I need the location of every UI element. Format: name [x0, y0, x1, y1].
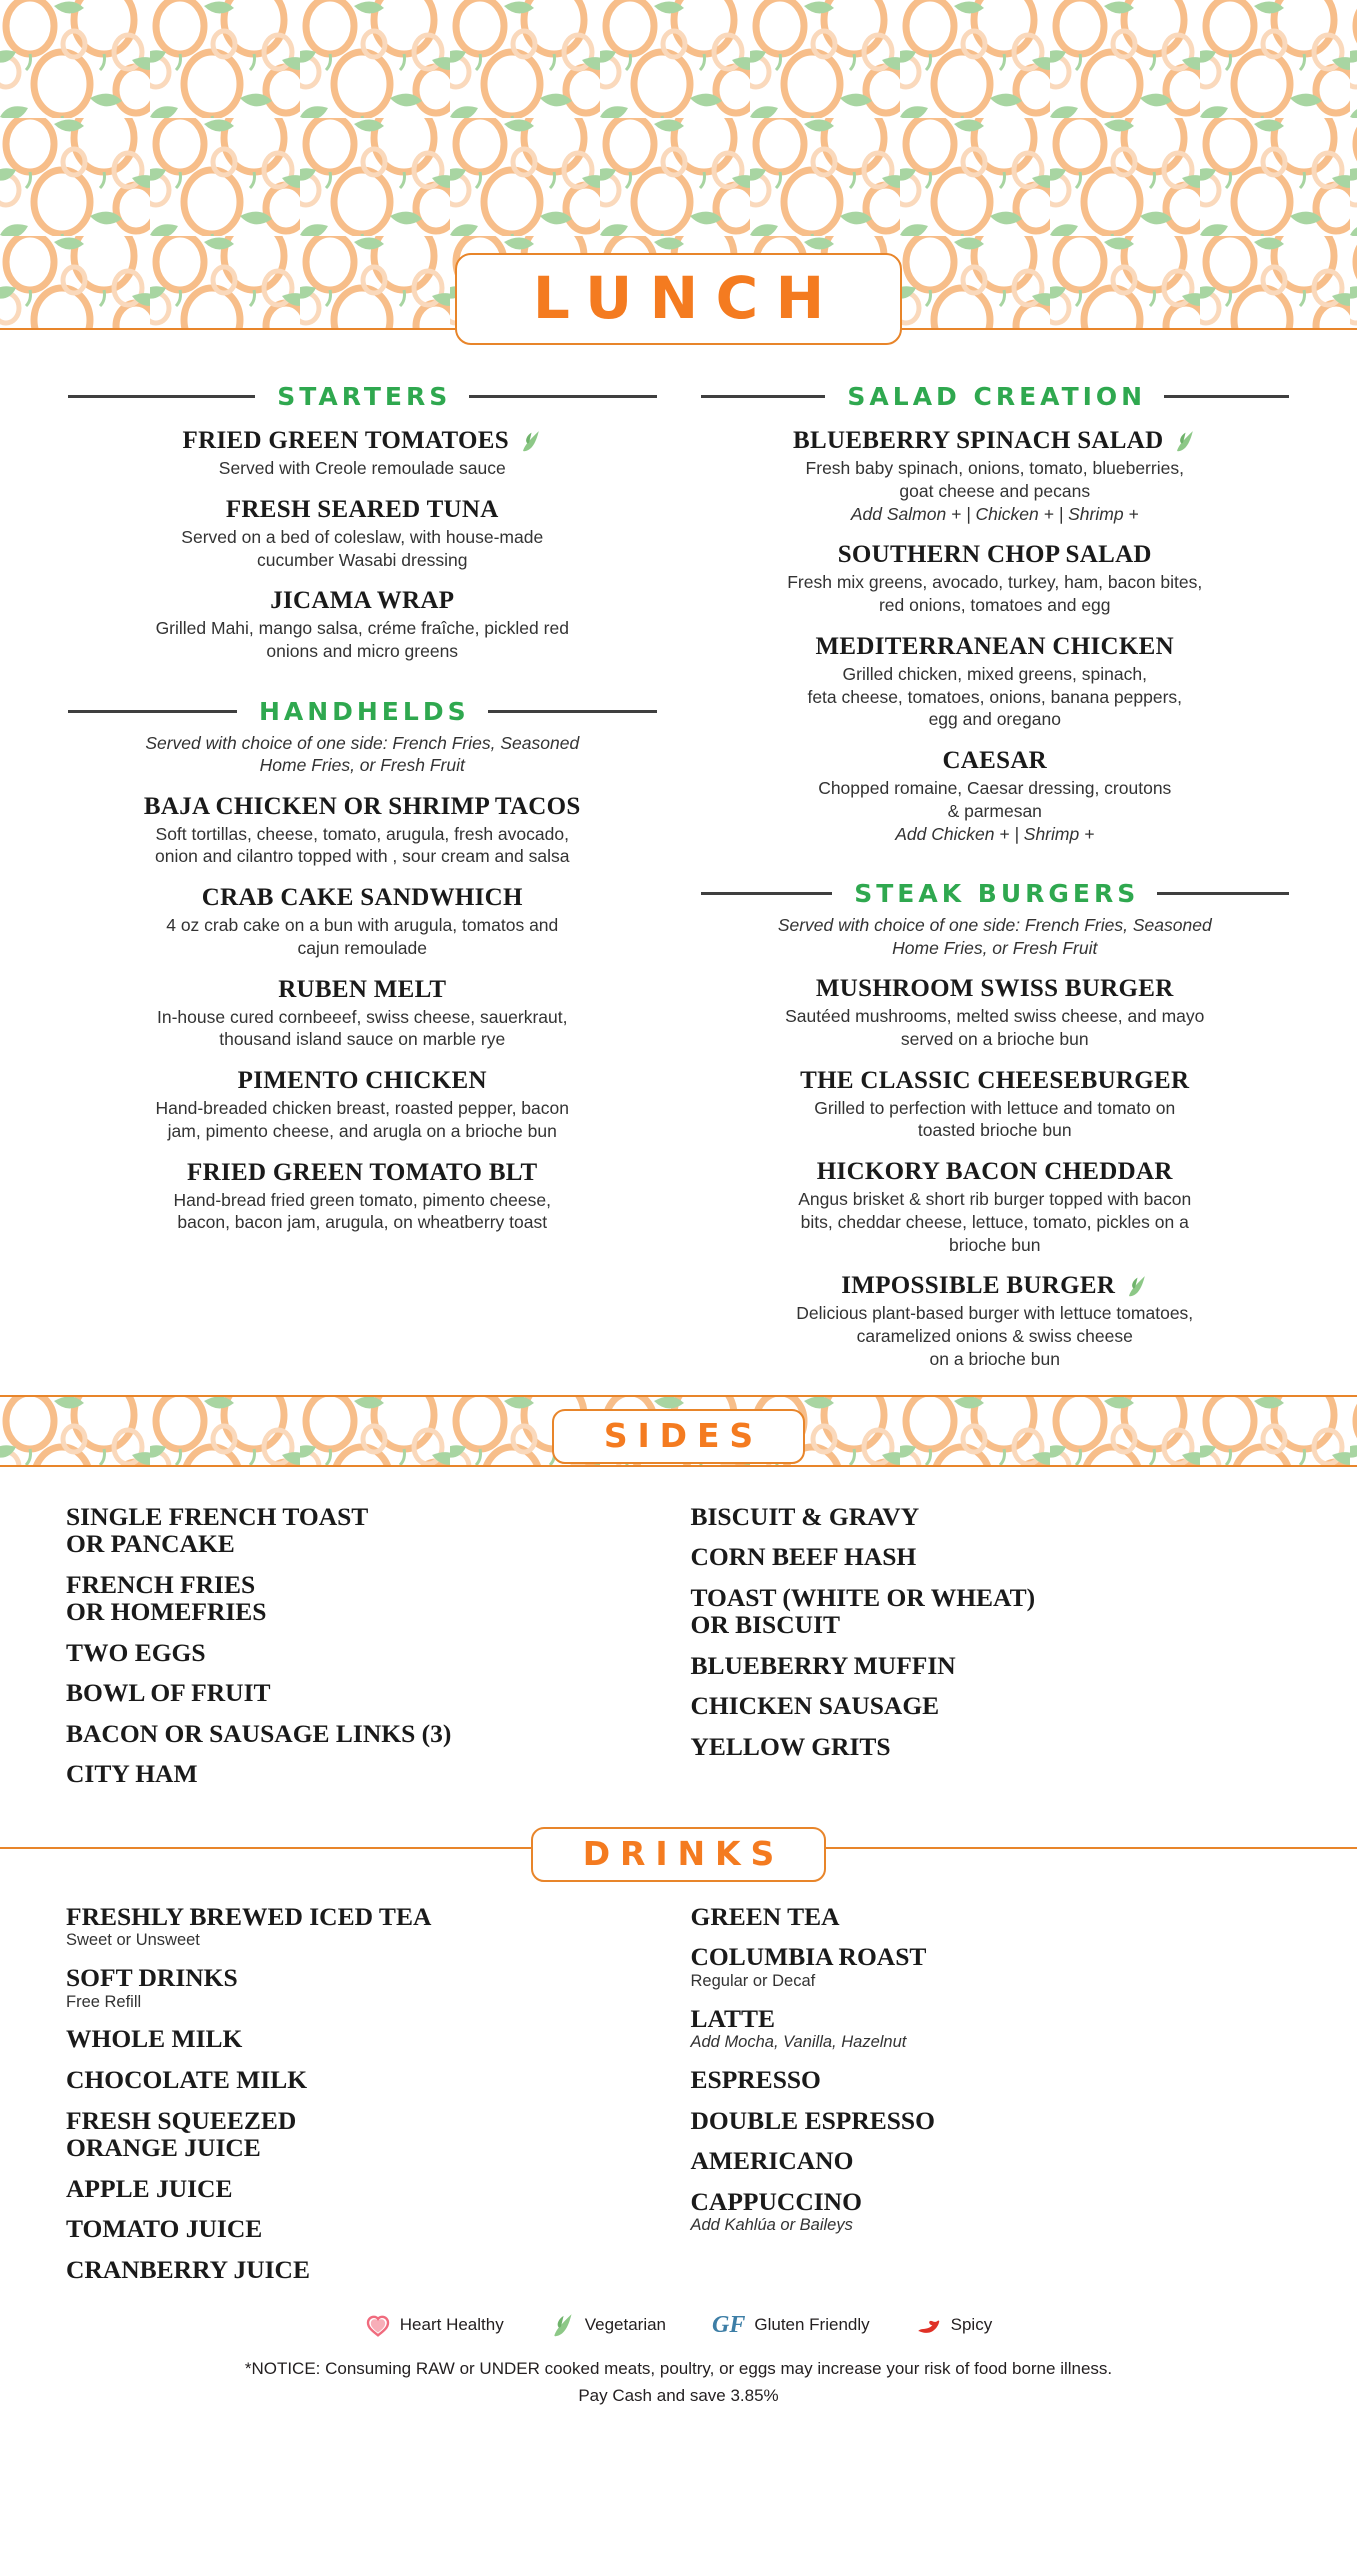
vegetarian-leaf-icon	[1174, 429, 1196, 453]
menu-item-name: FRESH SEARED TUNA	[225, 495, 499, 523]
section-rule-right	[469, 395, 656, 398]
menu-item-name: FRIED GREEN TOMATOES	[182, 427, 509, 454]
legend-entry	[550, 2312, 666, 2338]
list-item-name: SOFT DRINKS	[66, 1963, 238, 1993]
footnote: *NOTICE: Consuming RAW or UNDER cooked meats, poultry, or eggs may increase your risk of food borne illness.	[244, 2359, 1113, 2379]
menu-item[interactable]	[68, 587, 657, 663]
vegetarian-leaf-icon	[520, 429, 542, 453]
list-item-subtext: Add Mocha, Vanilla, Hazelnut	[690, 2033, 907, 2052]
list-item[interactable]	[66, 1639, 679, 1667]
drinks-right-column	[679, 1903, 1318, 2296]
section-rule-left	[701, 395, 826, 398]
menu-item-description: Chopped romaine, Caesar dressing, croutons & parmesan	[818, 778, 1172, 821]
drinks-title-plate	[531, 1827, 826, 1882]
footnote: Pay Cash and save 3.85%	[578, 2385, 779, 2405]
list-item-name: GREEN TEA	[690, 1901, 840, 1931]
dietary-legend	[40, 2312, 1317, 2338]
menu-item[interactable]	[701, 747, 1290, 845]
menu-item-description: Delicious plant-based burger with lettuce tomatoes, caramelized onions & swiss cheese on a brioche bun	[796, 1303, 1194, 1369]
list-item-name: BISCUIT & GRAVY	[690, 1501, 920, 1531]
list-item[interactable]	[691, 2107, 1318, 2135]
menu-item-name-row	[68, 1067, 657, 1095]
section-title: SALAD CREATION	[847, 382, 1147, 411]
menu-item-name: MUSHROOM SWISS BURGER	[815, 975, 1174, 1003]
menu-item[interactable]	[701, 975, 1290, 1051]
gluten-friendly-icon: GF	[712, 2312, 746, 2339]
menu-item-name: SOUTHERN CHOP SALAD	[837, 541, 1152, 569]
menu-item-name-row	[701, 427, 1290, 455]
section-rule-right	[1157, 892, 1289, 895]
section-header	[68, 697, 657, 726]
vegetarian-leaf-icon	[1126, 1274, 1148, 1298]
menu-item[interactable]	[68, 1067, 657, 1143]
menu-item[interactable]	[68, 884, 657, 960]
list-item[interactable]	[66, 2107, 679, 2162]
legend-label: Gluten Friendly	[754, 2315, 870, 2335]
list-item[interactable]	[66, 1760, 679, 1788]
menu-item-description: Grilled Mahi, mango salsa, créme fraîche, pickled red onions and micro greens	[155, 618, 569, 661]
menu-item-name-row	[701, 1067, 1290, 1095]
list-item[interactable]	[691, 2005, 1318, 2053]
list-item-name: WHOLE MILK	[66, 2024, 243, 2054]
list-item[interactable]	[691, 2066, 1318, 2094]
list-item-name: SINGLE FRENCH TOAST OR PANCAKE	[66, 1501, 369, 1559]
section-title: STEAK BURGERS	[854, 879, 1140, 909]
list-item-name: TOAST (WHITE OR WHEAT) OR BISCUIT	[690, 1582, 1036, 1640]
list-item[interactable]	[66, 2175, 679, 2203]
list-item[interactable]	[691, 1903, 1318, 1931]
menu-section	[701, 879, 1290, 1370]
list-item[interactable]	[691, 2188, 1318, 2236]
list-item-subtext: Sweet or Unsweet	[66, 1931, 200, 1950]
list-item-subtext: Free Refill	[66, 1992, 142, 2011]
drinks-left-column	[40, 1903, 679, 2296]
menu-item-description: Served on a bed of coleslaw, with house-made cucumber Wasabi dressing	[181, 526, 544, 570]
menu-item-name: IMPOSSIBLE BURGER	[841, 1272, 1116, 1300]
menu-item[interactable]	[701, 1067, 1290, 1143]
section-rule-right	[1164, 395, 1289, 398]
menu-item-description: 4 oz crab cake on a bun with arugula, tomatos and cajun remoulade	[166, 915, 559, 958]
list-item-name: LATTE	[690, 2003, 776, 2033]
menu-item[interactable]	[68, 496, 657, 572]
menu-item-name: JICAMA WRAP	[270, 587, 455, 615]
list-item[interactable]	[66, 1503, 679, 1558]
menu-item[interactable]	[701, 541, 1290, 617]
menu-item-name: CAESAR	[942, 747, 1048, 774]
list-item-subtext: Regular or Decaf	[690, 1971, 816, 1990]
list-item[interactable]	[691, 1652, 1318, 1680]
list-item-name: BOWL OF FRUIT	[66, 1678, 271, 1708]
menu-item-name-row	[68, 793, 657, 821]
menu-item-description: Hand-bread fried green tomato, pimento cheese, bacon, bacon jam, arugula, on wheatberry toast	[173, 1189, 551, 1233]
menu-item-name-row	[701, 1272, 1290, 1300]
menu-item-name: BAJA CHICKEN OR SHRIMP TACOS	[143, 792, 581, 820]
menu-item-name-row	[701, 975, 1290, 1003]
menu-item-name-row	[701, 541, 1290, 569]
section-header	[701, 879, 1290, 908]
list-item-name: CORN BEEF HASH	[690, 1542, 917, 1572]
list-item-name: DOUBLE ESPRESSO	[690, 2105, 935, 2135]
list-item-subtext: Add Kahlúa or Baileys	[690, 2216, 853, 2235]
list-item-name: ESPRESSO	[690, 2064, 821, 2094]
drinks-band	[0, 1827, 1357, 1873]
section-note: Served with choice of one side: French Fries, Seasoned Home Fries, or Fresh Fruit	[145, 732, 580, 776]
menu-item-name: FRIED GREEN TOMATO BLT	[187, 1158, 538, 1186]
list-item-name: FRESHLY BREWED ICED TEA	[66, 1901, 432, 1931]
sides-band-bottom-rule	[0, 1465, 1357, 1467]
list-item[interactable]	[66, 2066, 679, 2094]
menu-item[interactable]	[68, 1159, 657, 1235]
list-item-name: CITY HAM	[66, 1759, 198, 1789]
menu-item-description: In-house cured cornbeeef, swiss cheese, sauerkraut, thousand island sauce on marble rye	[157, 1006, 568, 1050]
list-item[interactable]	[66, 2025, 679, 2053]
menu-item-name-row	[701, 747, 1290, 775]
menu-section	[701, 382, 1290, 845]
menu-item[interactable]	[701, 1158, 1290, 1256]
menu-item-description: Soft tortillas, cheese, tomato, arugula, fresh avocado, onion and cilantro topped with , sour cream and salsa	[155, 823, 570, 867]
list-item[interactable]	[691, 1543, 1318, 1571]
list-item[interactable]	[66, 2256, 679, 2284]
chili-pepper-icon	[916, 2312, 942, 2338]
legend-entry	[712, 2313, 870, 2337]
menu-item-name-row	[68, 427, 657, 455]
list-item[interactable]	[66, 1964, 679, 2012]
footnotes	[40, 2356, 1317, 2409]
sides-left-column	[40, 1503, 679, 1801]
legend-entry	[916, 2312, 993, 2338]
menu-item-name: MEDITERRANEAN CHICKEN	[815, 632, 1174, 660]
sides-band-top-rule	[0, 1395, 1357, 1397]
lunch-right-column	[679, 382, 1318, 1371]
list-item-name: YELLOW GRITS	[690, 1731, 891, 1761]
menu-item-name: THE CLASSIC CHEESEBURGER	[800, 1066, 1190, 1094]
menu-item-name: PIMENTO CHICKEN	[237, 1067, 487, 1095]
list-item[interactable]	[66, 2215, 679, 2243]
menu-item-name-row	[68, 496, 657, 524]
menu-item-name-row	[68, 884, 657, 912]
menu-item[interactable]	[701, 427, 1290, 525]
list-item[interactable]	[66, 1571, 679, 1626]
section-rule-right	[488, 710, 657, 713]
menu-item-description: Grilled to perfection with lettuce and tomato on toasted brioche bun	[814, 1097, 1176, 1141]
lunch-title-plate	[455, 253, 901, 345]
list-item[interactable]	[691, 1733, 1318, 1761]
menu-item-description: Angus brisket & short rib burger topped with bacon bits, cheddar cheese, lettuce, tomato, pickles on a brioche bun	[798, 1189, 1192, 1255]
list-item[interactable]	[66, 1679, 679, 1707]
list-item-name: AMERICANO	[690, 2146, 854, 2176]
legend-entry	[365, 2312, 504, 2338]
list-item[interactable]	[691, 1584, 1318, 1639]
page-title: LUNCH	[532, 264, 842, 332]
menu-item-name-row	[701, 1158, 1290, 1186]
list-item-name: TWO EGGS	[66, 1637, 206, 1667]
menu-item-name: HICKORY BACON CHEDDAR	[816, 1158, 1173, 1186]
section-rule-left	[68, 710, 237, 713]
drinks-columns	[40, 1903, 1317, 2296]
menu-item-addons: Add Salmon + | Chicken + | Shrimp +	[850, 503, 1139, 524]
menu-section	[68, 697, 657, 1234]
list-item-name: TOMATO JUICE	[66, 2214, 263, 2244]
sides-right-column	[679, 1503, 1318, 1801]
menu-item-description: Hand-breaded chicken breast, roasted pepper, bacon jam, pimento cheese, and arugla on a brioche bun	[155, 1098, 569, 1141]
list-item-name: APPLE JUICE	[66, 2173, 233, 2203]
legend-label: Heart Healthy	[399, 2315, 504, 2335]
menu-section	[68, 382, 657, 663]
sides-columns	[40, 1503, 1317, 1801]
section-note: Served with choice of one side: French Fries, Seasoned Home Fries, or Fresh Fruit	[777, 915, 1212, 958]
lunch-columns	[40, 382, 1317, 1371]
menu-item-description: Served with Creole remoulade sauce	[218, 458, 506, 478]
menu-item[interactable]	[701, 633, 1290, 731]
list-item[interactable]	[66, 1903, 679, 1951]
list-item-name: BLUEBERRY MUFFIN	[690, 1650, 956, 1680]
menu-item-description: Grilled chicken, mixed greens, spinach, feta cheese, tomatoes, onions, banana peppers, egg and oregano	[807, 663, 1183, 730]
menu-item-name-row	[68, 587, 657, 615]
menu-item-description: Fresh mix greens, avocado, turkey, ham, bacon bites, red onions, tomatoes and egg	[787, 572, 1203, 615]
menu-item-name-row	[68, 1159, 657, 1187]
sides-title-plate	[552, 1409, 805, 1464]
menu-item[interactable]	[68, 427, 657, 480]
legend-label: Spicy	[950, 2315, 993, 2335]
section-title: STARTERS	[277, 382, 452, 411]
section-header	[68, 382, 657, 411]
list-item-name: COLUMBIA ROAST	[690, 1942, 927, 1972]
menu-item-name: RUBEN MELT	[278, 975, 447, 1003]
list-item-name: BACON OR SAUSAGE LINKS (3)	[66, 1718, 452, 1748]
menu-item[interactable]	[68, 976, 657, 1052]
list-item[interactable]	[691, 1943, 1318, 1991]
legend-label: Vegetarian	[584, 2315, 667, 2335]
list-item-name: CHICKEN SAUSAGE	[690, 1691, 940, 1721]
list-item-name: CHOCOLATE MILK	[66, 2064, 308, 2094]
drinks-title: DRINKS	[582, 1833, 785, 1873]
menu-item[interactable]	[68, 793, 657, 869]
menu-item-name: CRAB CAKE SANDWHICH	[201, 884, 523, 912]
list-item[interactable]	[66, 1720, 679, 1748]
vegetarian-leaf-icon	[550, 2312, 576, 2338]
sides-title: SIDES	[603, 1415, 764, 1455]
menu-item-addons: Add Chicken + | Shrimp +	[895, 823, 1095, 844]
section-rule-left	[701, 892, 833, 895]
menu-item-description: Fresh baby spinach, onions, tomato, blueberries, goat cheese and pecans	[805, 458, 1184, 501]
section-rule-left	[68, 395, 255, 398]
menu-item-name-row	[701, 633, 1290, 661]
heart-icon	[365, 2312, 391, 2338]
menu-item-name-row	[68, 976, 657, 1004]
list-item[interactable]	[691, 1503, 1318, 1531]
menu-item-description: Sautéed mushrooms, melted swiss cheese, and mayo served on a brioche bun	[785, 1006, 1205, 1049]
list-item[interactable]	[691, 1692, 1318, 1720]
list-item-name: FRENCH FRIES OR HOMEFRIES	[66, 1569, 267, 1627]
list-item-name: CAPPUCCINO	[690, 2186, 862, 2216]
list-item[interactable]	[691, 2147, 1318, 2175]
menu-item[interactable]	[701, 1272, 1290, 1370]
list-item-name: CRANBERRY JUICE	[66, 2254, 310, 2284]
lunch-left-column	[40, 382, 679, 1371]
section-title: HANDHELDS	[258, 696, 470, 726]
menu-item-name: BLUEBERRY SPINACH SALAD	[793, 427, 1164, 454]
list-item-name: FRESH SQUEEZED ORANGE JUICE	[66, 2105, 297, 2163]
section-header	[701, 382, 1290, 411]
